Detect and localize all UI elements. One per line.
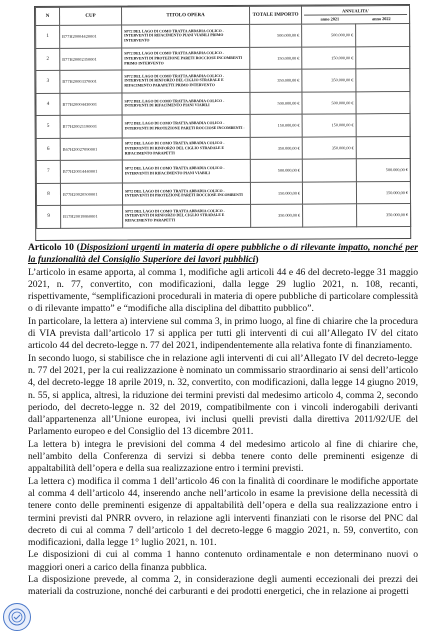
row-cup: B77H20014440001 <box>60 160 122 183</box>
col-titolo: TITOLO OPERA <box>122 6 250 25</box>
row-anno-2022 <box>356 136 410 159</box>
row-anno-2021 <box>302 159 356 182</box>
row-cup: B77H20003370001 <box>60 70 122 93</box>
row-totale: 350.000,00 € <box>250 137 302 160</box>
row-number: 5 <box>36 115 60 138</box>
row-cup: B77H20004420001 <box>60 25 122 48</box>
row-title: SP72 DEL LAGO DI COMO TRATTA ABBADIA COLICO - INTERVENTI DI RIFACIMENTO PIANI VIABILI <box>122 159 250 182</box>
col-anno-2022: anno 2022 <box>371 16 391 22</box>
row-number: 2 <box>36 48 60 71</box>
row-totale: 150.000,00 € <box>250 114 302 137</box>
row-totale: 500.000,00 € <box>250 92 302 115</box>
row-cup: B77H20004430001 <box>60 93 122 116</box>
row-anno-2021 <box>302 181 356 204</box>
paragraph: L’articolo in esame apporta, al comma 1, modifiche agli articoli 44 e 46 del decreto-legge 31 maggio 2021, n. 77, convertito, con modificazioni, dalla legge 29 luglio 2021, n. 108, recanti, rispettivamente, “semplificazioni procedurali in materia di opere pubbliche di particolare complessità o di rilevante impatto” e “modifiche alla disciplina del dibattito pubblico”. <box>28 266 418 315</box>
row-anno-2021: 500.000,00 € <box>302 24 356 47</box>
row-totale: 500.000,00 € <box>250 24 302 47</box>
paragraph: In particolare, la lettera a) interviene sul comma 3, in primo luogo, al fine di chiarire che la procedura di VIA prevista dall’articolo 17 si applica per tutti gli interventi di cui all’Allegato IV del citato articolo 44 del decreto-legge n. 77 del 2021, indipendentemente alla relativa fonte di finanziamento. <box>28 315 418 352</box>
table-row <box>36 181 410 205</box>
row-anno-2021: 350.000,00 € <box>302 69 356 92</box>
row-title: SP72 DEL LAGO DI COMO TRATTA ABBADIA COLICO - INTERVENTI DI RIFACIMENTO PIANI VIABILI <box>122 92 250 115</box>
row-title: SP72 DEL LAGO DI COMO TRATTA ABBADIA COLICO - INTERVENTI DI RINFORZO DEL CIGLIO STRADALE E RIFACIMENTO PARAPETTI <box>123 204 251 227</box>
table-row <box>36 136 410 160</box>
paragraph: In secondo luogo, si stabilisce che in relazione agli interventi di cui all’Allegato IV del decreto-legge n. 77 del 2021, per la cui realizzazione è nominato un commissario straordinario ai sensi dell’articolo 4, del decreto-legge 18 aprile 2019, n. 32, convertito, con modificazioni, dalla legge 14 giugno 2019, n. 55, si applica, altresì, la riduzione dei termini previsti dal medesimo articolo 4, comma 2, secondo periodo, del decreto-legge n. 32 del 2019, compatibilmente con i vincoli inderogabili derivanti dall’appartenenza all’Unione europea, ivi inclusi quelli previsti dalla direttiva 2011/92/UE del Parlamento europeo e del Consiglio del 13 dicembre 2011. <box>28 352 418 438</box>
table-row <box>36 114 410 138</box>
paragraph: La disposizione prevede, al comma 2, in considerazione degli aumenti eccezionali dei prezzi dei materiali da costruzione, nonché dei carburanti e dei prodotti energetici, che in relazione ai progetti <box>28 574 418 598</box>
row-cup: B77H20021190001 <box>60 115 122 138</box>
row-title: SP72 DEL LAGO DI COMO TRATTA ABBADIA COLICO - INTERVENTI DI PROTEZIONE PARETI ROCCIOSE INCOMBENTI - <box>122 114 250 137</box>
article-heading: Articolo 10 (Disposizioni urgenti in materia di opere pubbliche o di rilevante impatto, nonché per la funzionalità del Consiglio Superiore dei lavori pubblici) <box>28 242 419 266</box>
table-row <box>36 46 410 70</box>
article-text <box>28 242 418 599</box>
row-anno-2021: 500.000,00 € <box>302 91 356 114</box>
row-anno-2021: 150.000,00 € <box>302 114 356 137</box>
row-anno-2021: 350.000,00 € <box>302 136 356 159</box>
col-cup: CUP <box>60 7 122 25</box>
row-number: 1 <box>36 25 60 48</box>
row-number: 4 <box>36 93 60 116</box>
row-totale: 350.000,00 € <box>251 204 303 227</box>
row-anno-2022: 150.000,00 € <box>356 181 410 204</box>
row-number: 9 <box>37 205 61 228</box>
table-row <box>36 24 410 48</box>
col-n: N <box>36 7 60 25</box>
row-cup: B77H20020500001 <box>60 183 122 206</box>
col-totale: TOTALE IMPORTO <box>250 6 302 24</box>
table-row <box>36 159 410 183</box>
col-annualita <box>302 6 410 25</box>
row-title: SP72 DEL LAGO DI COMO TRATTA ABBADIA COLICO - INTERVENTI DI RIFACIMENTO PIANI VIABILI PRIMO INTERVENTO <box>122 24 250 47</box>
row-number: 3 <box>36 70 60 93</box>
row-anno-2022 <box>356 69 410 92</box>
paragraph: La lettera c) modifica il comma 1 dell’articolo 46 con la finalità di coordinare le modifiche apportate al comma 4 dell’articolo 44, inserendo anche nell’articolo in esame la previsione della necessità di tenere conto delle preminenti esigenze di appaltabilità dell’opera e della sua realizzazione entro i termini previsti dal PNRR ovvero, in relazione agli interventi finanziati con le risorse del PNC dal decreto di cui al comma 7 dell’articolo 1 del decreto-legge 6 maggio 2021, n. 59, convertito, con modificazioni, dalla legge 1° luglio 2021, n. 101. <box>28 475 418 549</box>
row-anno-2022: 500.000,00 € <box>356 159 410 182</box>
row-anno-2022: 350.000,00 € <box>357 204 411 227</box>
row-totale: 150.000,00 € <box>250 182 302 205</box>
row-number: 7 <box>36 160 60 183</box>
row-totale: 350.000,00 € <box>250 69 302 92</box>
row-anno-2022 <box>356 91 410 114</box>
annualita-label: ANNUALITA' <box>304 8 407 16</box>
col-anno-2021: anno 2021 <box>320 16 340 22</box>
row-title: SP72 DEL LAGO DI COMO TRATTA ABBADIA COLICO - INTERVENTI DI PROTEZIONE PARETI ROCCIOSE INCOMBENTI PRIMO INTERVENTO <box>122 47 250 70</box>
row-anno-2022 <box>356 114 410 137</box>
seal-icon <box>3 603 31 631</box>
row-anno-2022 <box>356 46 410 69</box>
row-title: SP72 DEL LAGO DI COMO TRATTA ABBADIA COLICO - INTERVENTI DI PROTEZIONE PARETI ROCCIOSE INCOMBENTI <box>122 182 250 205</box>
paragraph: Le disposizioni di cui al comma 1 hanno contenuto ordinamentale e non determinano nuovi o maggiori oneri a carico della finanza pubblica. <box>28 549 418 573</box>
row-anno-2021: 150.000,00 € <box>302 46 356 69</box>
table-row <box>37 204 411 228</box>
row-number: 6 <box>36 138 60 161</box>
row-anno-2021 <box>303 204 357 227</box>
row-cup: B77H20002350001 <box>60 48 122 71</box>
table-row <box>36 91 410 115</box>
row-anno-2022 <box>356 24 410 47</box>
row-cup: B67H20027090001 <box>60 138 122 161</box>
row-totale: 150.000,00 € <box>250 47 302 70</box>
table-row <box>36 69 410 93</box>
row-title: SP72 DEL LAGO DI COMO TRATTA ABBADIA COLICO - INTERVENTI DI RINFORZO DEL CIGLIO STRADALE E RIFACIMENTO PARAPETTI <box>122 137 250 160</box>
row-cup: B17H20019860001 <box>61 205 123 228</box>
row-number: 8 <box>36 183 60 206</box>
paragraph: La lettera b) integra le previsioni del comma 4 del medesimo articolo al fine di chiarire che, nell’ambito della Conferenza di servizi si debba tenere conto delle preminenti esigenze di appaltabilità dell’opera e della sua realizzazione entro i termini previsti. <box>28 438 418 475</box>
funding-table <box>34 4 411 241</box>
row-title: SP72 DEL LAGO DI COMO TRATTA ABBADIA COLICO - INTERVENTI DI RINFORZO DEL CIGLIO STRADALE E RIFACIMENTO PARAPETTI PRIMO INTERVENTO <box>122 69 250 92</box>
row-totale: 500.000,00 € <box>250 159 302 182</box>
